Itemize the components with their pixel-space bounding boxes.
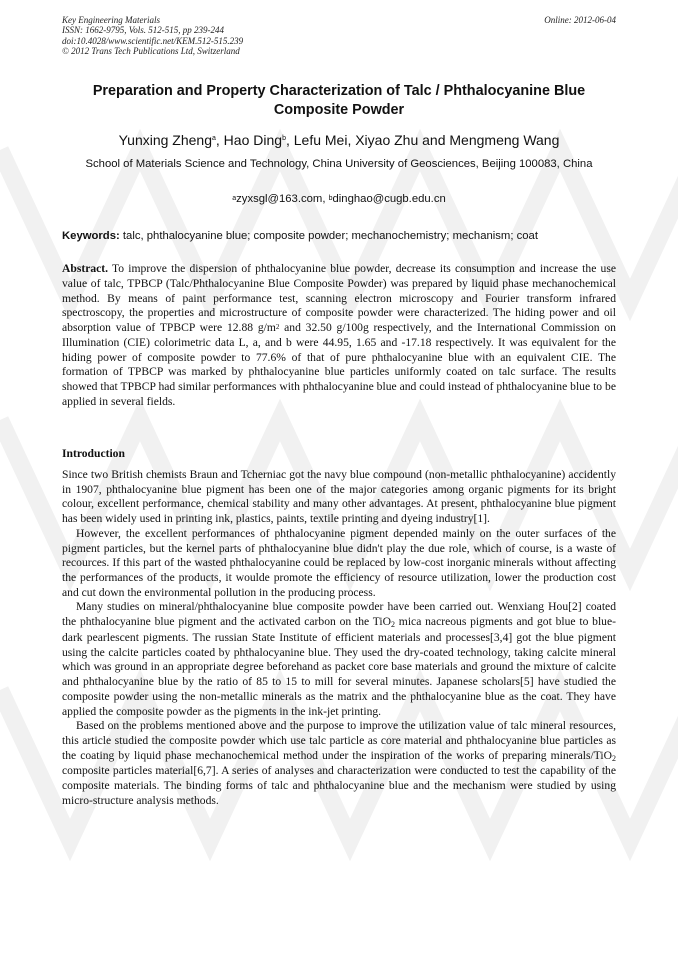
section-heading-introduction: Introduction [62,447,125,460]
paragraph [62,600,616,719]
journal-name: Key Engineering Materials [62,15,160,25]
abstract [62,262,616,410]
email-superscript: b [328,195,333,202]
doi-line: doi:10.4028/www.scientific.net/KEM.512-515.239 [62,35,244,46]
keywords-label: Keywords: [62,230,120,242]
email-superscript: a [232,195,237,202]
subscript: 2 [391,620,396,630]
paragraph: Since two British chemists Braun and Tcherniac got the navy blue compound (non-metallic phthalocyanine) accidently in 1907, phthalocyanine blue pigment has been one of the major categories among organic pigments for its bright colour, excellent performance, chemical stability and many other advantages. At present, phthalocyanine blue pigment has been widely used in printing ink, plastics, paints, textile printing and dyeing industry[1]. [62,468,616,526]
paragraph: However, the excellent performances of phthalocyanine pigment depended mainly on the outer surfaces of the pigment particles, but the kernel parts of phthalocyanine blue didn't play the due role, which of course, is a waste of recources. If this part of the wasted phthalocyanine could be replaced by low-cost inorganic minerals without affecting the performances of the products, it woulde promote the efficiency of resource utilization, lower the production cost and cut down the environmental pollution in the producing process. [62,526,616,599]
email-link[interactable]: dinghao@cugb.edu.cn [332,193,446,205]
online-date: Online: 2012-06-04 [544,15,616,25]
author-names-rest: , Lefu Mei, Xiyao Zhu and Mengmeng Wang [285,132,560,148]
abstract-text: and 32.50 g/100g respectively, and the International Commission on Illumination (CIE) colorimetric data L, a, and b were 44.95, 1.65 and -17.18 respectively. It was equivalent for the hiding power of composite powder to 77.6% of that of pure phthalocyanine blue with an equivalent CIE. The formation of TPBCP was marked by phthalocyanine blue particles uniformly coated on talc surface. The results showed that TPBCP had similar performances with phthalocyanine blue and could instead of phthalocyanine blue to be applied in several fields. [62,321,616,408]
paragraph-text: composite particles material[6,7]. A series of analyses and characterization were conducted to test the capability of the composite materials. The binding forms of talc and phthalocyanine blue and the mechanism were studied by using micro-structure analysis methods. [62,764,616,807]
author-name: , Hao Ding [215,132,283,148]
affiliation: School of Materials Science and Technology, China University of Geosciences, Beijing 100083, China [85,158,593,170]
paragraph-text: Based on the problems mentioned above and the purpose to improve the utilization value of talc mineral resources, this article studied the composite powder which use talc particle as core material and phthalocyanine blue particles as the coating by liquid phase mechanochemical method under the inspiration of the works of preparing minerals/TiO [62,719,616,762]
copyright-line: © 2012 Trans Tech Publications Ltd, Switzerland [62,45,240,56]
abstract-label: Abstract. [62,262,109,275]
author-list [62,131,616,149]
contact-emails [62,192,616,207]
keywords-text: talc, phthalocyanine blue; composite powder; mechanochemistry; mechanism; coat [119,230,538,242]
email-link[interactable]: zyxsgl@163.com, [236,193,329,205]
paper-title: Preparation and Property Characterization of Talc / Phthalocyanine Blue Composite Powder [92,83,586,118]
introduction-body [62,468,616,809]
paragraph-text: Many studies on mineral/phthalocyanine blue composite powder have been carried out. Wenxiang Hou[2] coated the phthalocyanine blue pigment and the activated carbon on the TiO [62,600,616,629]
paragraph [62,719,616,808]
abstract-text: To improve the dispersion of phthalocyanine blue powder, decrease its consumption and increase the use value of talc, TPBCP (Talc/Phthalocyanine Blue Composite Powder) was prepared by liquid phase mechanochemical method. By means of paint performance test, scanning electron microscopy and Fourier transform infrared spectroscopy, the properties and microstructure of composite powder were characterized. The hiding power and oil absorption value of TPBCP were 12.88 g/m [62,262,616,334]
author-name: Yunxing Zheng [118,132,212,148]
keywords [62,229,616,244]
abstract-superscript: 2 [275,323,280,331]
issn-line: ISSN: 1662-9795, Vols. 512-515, pp 239-244 [62,25,224,36]
journal-header [62,15,616,56]
paragraph-text: mica nacreous pigments and got blue to blue-dark pearlescent pigments. The russian State Institute of efficient materials and processes[3,4] got the blue pigment using the calcite particles coated by phthalocyanine blue. They used the dry-coated technology, taking calcite mineral which was ground in an appropriate degree beforehand as packet core base materials and ground the mixture of calcite and phthalocyanine blue by the ratio of 85 to 15 to mill for several minutes. Japanese scholars[5] have studied the composite powder using the non-metallic minerals as the matrix and the phthalocyanine blue as the coat. They have applied the composite powder as the pigments in the ink-jet printing. [62,615,616,718]
author-superscript: b [282,135,286,142]
subscript: 2 [612,753,616,763]
author-superscript: a [212,135,216,142]
